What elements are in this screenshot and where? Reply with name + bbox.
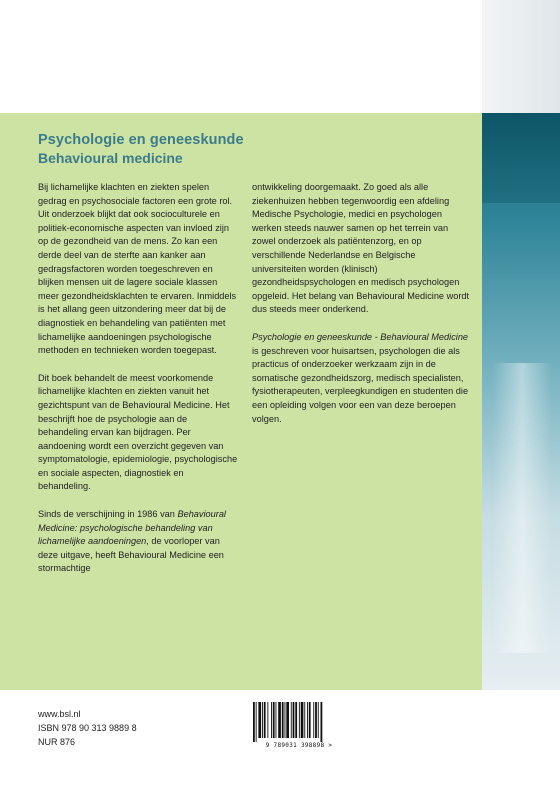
- barcode-bar: [313, 702, 314, 738]
- barcode-bar: [258, 702, 261, 738]
- side-photo: [482, 113, 560, 690]
- website-link[interactable]: www.bsl.nl: [38, 709, 81, 719]
- barcode-bar: [321, 702, 323, 742]
- photo-glare: [492, 363, 552, 653]
- barcode-bar: [278, 702, 281, 738]
- barcode-bar: [291, 702, 292, 738]
- barcode-bar: [267, 702, 268, 738]
- barcode-bar: [293, 702, 295, 738]
- left-paragraph-3-italic: Behavioural Medicine: psychologische behandeling van lichamelijke aandoeningen: [38, 509, 226, 547]
- barcode-bar: [285, 702, 286, 738]
- barcode-bar: [256, 702, 257, 742]
- nur-code: NUR 876: [38, 737, 76, 747]
- barcode-bar: [307, 702, 308, 738]
- barcode-bar: [262, 702, 263, 738]
- right-column: [252, 181, 470, 440]
- barcode-bar: [301, 702, 304, 738]
- barcode-digits: 9 789031 398898 >: [251, 742, 347, 749]
- barcode-bar: [282, 702, 284, 738]
- left-paragraph-2: Dit boek behandelt de meest voorkomende lichamelijke klachten en ziekten vanuit het gezichtspunt van de Behavioural Medicine. Het beschrijft hoe de psychologie aan de behandeling ervan kan bijdragen. Per aandoening wordt een overzicht gegeven van symptomatologie, epidemiologie, psychologische en sociale aspecten, diagnostiek en behandeling.: [38, 372, 238, 492]
- barcode-bar: [318, 702, 319, 738]
- barcode-bar: [304, 702, 305, 738]
- left-paragraph-3-end: , de voorloper van deze uitgave, heeft Behavioural Medicine een stormachtige: [38, 536, 224, 574]
- right-paragraph-2-rest: is geschreven voor huisartsen, psychologen die als practicus of onderzoeker werkzaam zijn in de somatische gezondheidszorg, medisch specialisten, fysiotherapeuten, verpleegkundigen en studenten die een opleiding volgen voor een van deze beroepen volgen.: [252, 345, 469, 424]
- left-column: [38, 181, 238, 590]
- book-title: Psychologie en geneeskunde: [38, 132, 244, 148]
- left-paragraph-3-start: Sinds de verschijning in 1986 van: [38, 509, 175, 520]
- barcode-bar: [264, 702, 266, 738]
- barcode-bar: [286, 702, 289, 738]
- left-paragraph-3: [38, 508, 238, 576]
- top-strip: [0, 0, 560, 113]
- barcode-bar: [315, 702, 317, 738]
- right-paragraph-2-italic: Psychologie en geneeskunde - Behavioural Medicine: [252, 331, 469, 342]
- barcode-bar: [299, 702, 300, 738]
- photo-band: [482, 113, 560, 203]
- barcode-bar: [271, 702, 272, 738]
- publisher-info: [38, 707, 137, 749]
- barcode-bar: [253, 702, 255, 742]
- barcode-bar: [276, 702, 277, 738]
- barcode: [251, 702, 347, 758]
- right-paragraph-1: ontwikkeling doorgemaakt. Zo goed als alle ziekenhuizen hebben tegenwoordig een afdeling Medische Psychologie, medici en psychologen werken steeds nauwer samen op het terrein van zowel onderzoek als patiëntenzorg, en op verschillende Nederlandse en Belgische universiteiten worden (klinisch) gezondheidspsychologen en medisch psychologen opgeleid. Het belang van Behavioural Medicine wordt dus steeds meer onderkend.: [252, 182, 470, 315]
- book-subtitle: Behavioural medicine: [38, 150, 183, 166]
- right-paragraph-2: [252, 331, 470, 426]
- barcode-bar: [309, 702, 311, 738]
- top-photo-edge: [482, 0, 560, 113]
- left-paragraph-1: Bij lichamelijke klachten en ziekten spelen gedrag en psychosociale factoren een grote rol. Uit onderzoek blijkt dat ook socioculturele en politiek-economische aspecten van invloed zijn op de gezondheid van de mens. Zo kan een derde deel van de sterfte aan kanker aan gedragsfactoren worden toegeschreven en blijken mensen uit de lagere sociale klassen meer gezondheidsklachten te ervaren. Inmiddels is het allang geen uitzondering meer dat bij de diagnostiek en behandeling van patiënten met lichamelijke aandoeningen psychologische methoden en technieken worden toegepast.: [38, 182, 237, 356]
- barcode-bar: [273, 702, 275, 738]
- barcode-bar: [295, 702, 297, 738]
- barcode-bars: [251, 702, 347, 742]
- isbn: ISBN 978 90 313 9889 8: [38, 723, 137, 733]
